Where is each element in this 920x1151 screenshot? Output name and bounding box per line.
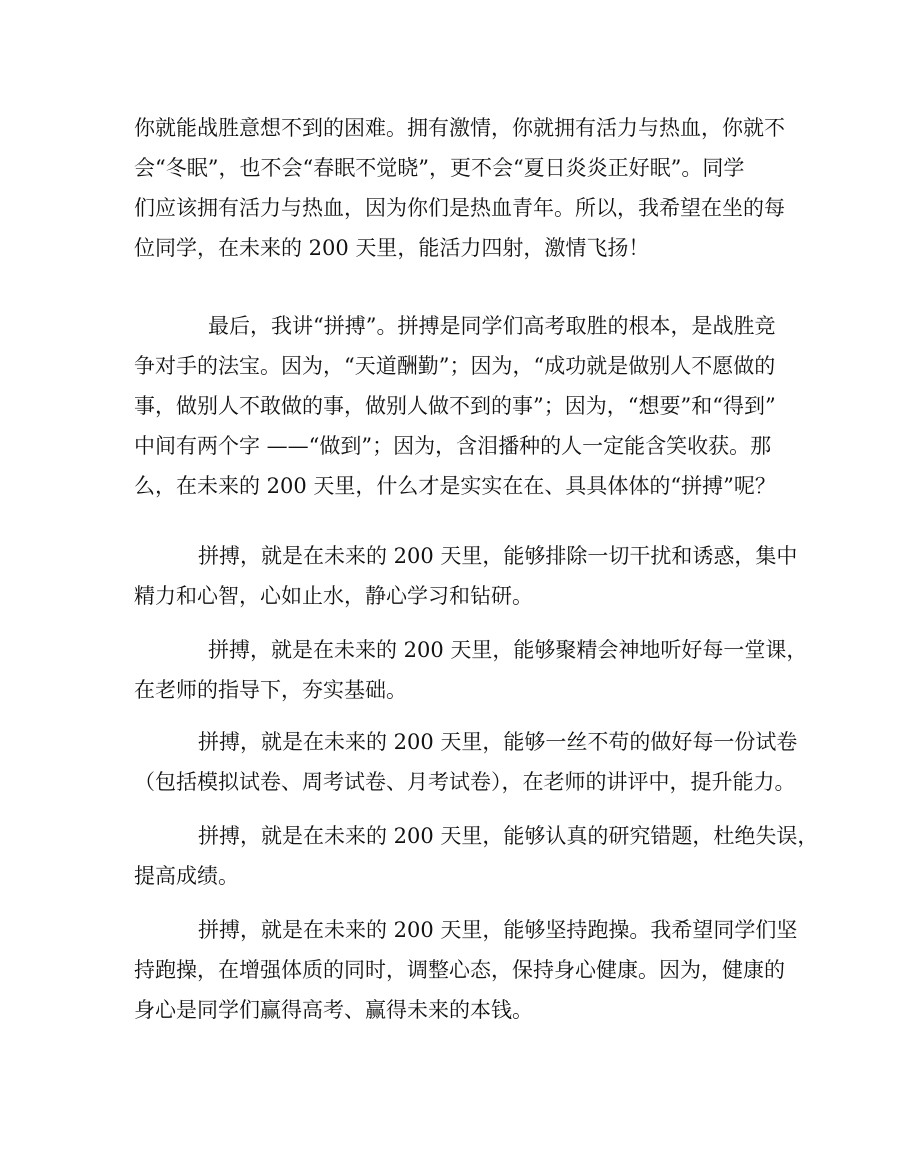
paragraph-mistakes (134, 816, 819, 896)
text-line: 们应该拥有活力与热血，因为你们是热血青年。所以，我希望在坐的每 (134, 196, 785, 220)
text-line: 拼搏，就是在未来的 200 天里，能够一丝不苟的做好每一份试卷 (198, 730, 798, 754)
text-line: （包括模拟试卷、周考试卷、月考试卷），在老师的讲评中，提升能力。 (134, 770, 796, 794)
text-line: 你就能战胜意想不到的困难。拥有激情，你就拥有活力与热血，你就不 (134, 116, 785, 140)
text-line: 持跑操，在增强体质的同时，调整心态，保持身心健康。因为，健康的 (134, 958, 785, 982)
text-line: 争对手的法宝。因为，“天道酬勤”；因为，“成功就是做别人不愿做的 (134, 354, 776, 378)
paragraph-running (134, 910, 798, 1030)
text-line: 拼搏，就是在未来的 200 天里，能够排除一切干扰和诱惑，集中 (198, 544, 798, 568)
paragraph-exam-papers (134, 722, 798, 802)
text-line: 拼搏，就是在未来的 200 天里，能够坚持跑操。我希望同学们坚 (198, 918, 798, 942)
text-line: 最后，我讲“拼搏”。拼搏是同学们高考取胜的根本，是战胜竞 (208, 314, 776, 338)
text-line: 会“冬眠”，也不会“春眠不觉晓”，更不会“夏日炎炎正好眠”。同学 (134, 156, 745, 180)
text-line: 拼搏，就是在未来的 200 天里，能够聚精会神地听好每一堂课， (208, 638, 808, 662)
paragraph-striving-intro (134, 306, 794, 506)
text-line: 拼搏，就是在未来的 200 天里，能够认真的研究错题，杜绝失误， (198, 824, 819, 848)
text-line: 身心是同学们赢得高考、赢得未来的本钱。 (134, 998, 533, 1022)
text-line: 么，在未来的 200 天里，什么才是实实在在、具具体体的“拼搏”呢？ (134, 474, 776, 498)
paragraph-passion (134, 108, 794, 268)
text-line: 位同学，在未来的 200 天里，能活力四射，激情飞扬！ (134, 236, 650, 260)
paragraph-focus (134, 536, 798, 616)
text-line: 事，做别人不敢做的事，做别人做不到的事”；因为，“想要”和“得到” (134, 394, 776, 418)
paragraph-attend-class (134, 630, 808, 710)
text-line: 中间有两个字 ——“做到”；因为，含泪播种的人一定能含笑收获。那 (134, 434, 772, 458)
text-line: 精力和心智，心如止水，静心学习和钻研。 (134, 584, 533, 608)
text-line: 在老师的指导下，夯实基础。 (134, 678, 407, 702)
text-line: 提高成绩。 (134, 864, 239, 888)
